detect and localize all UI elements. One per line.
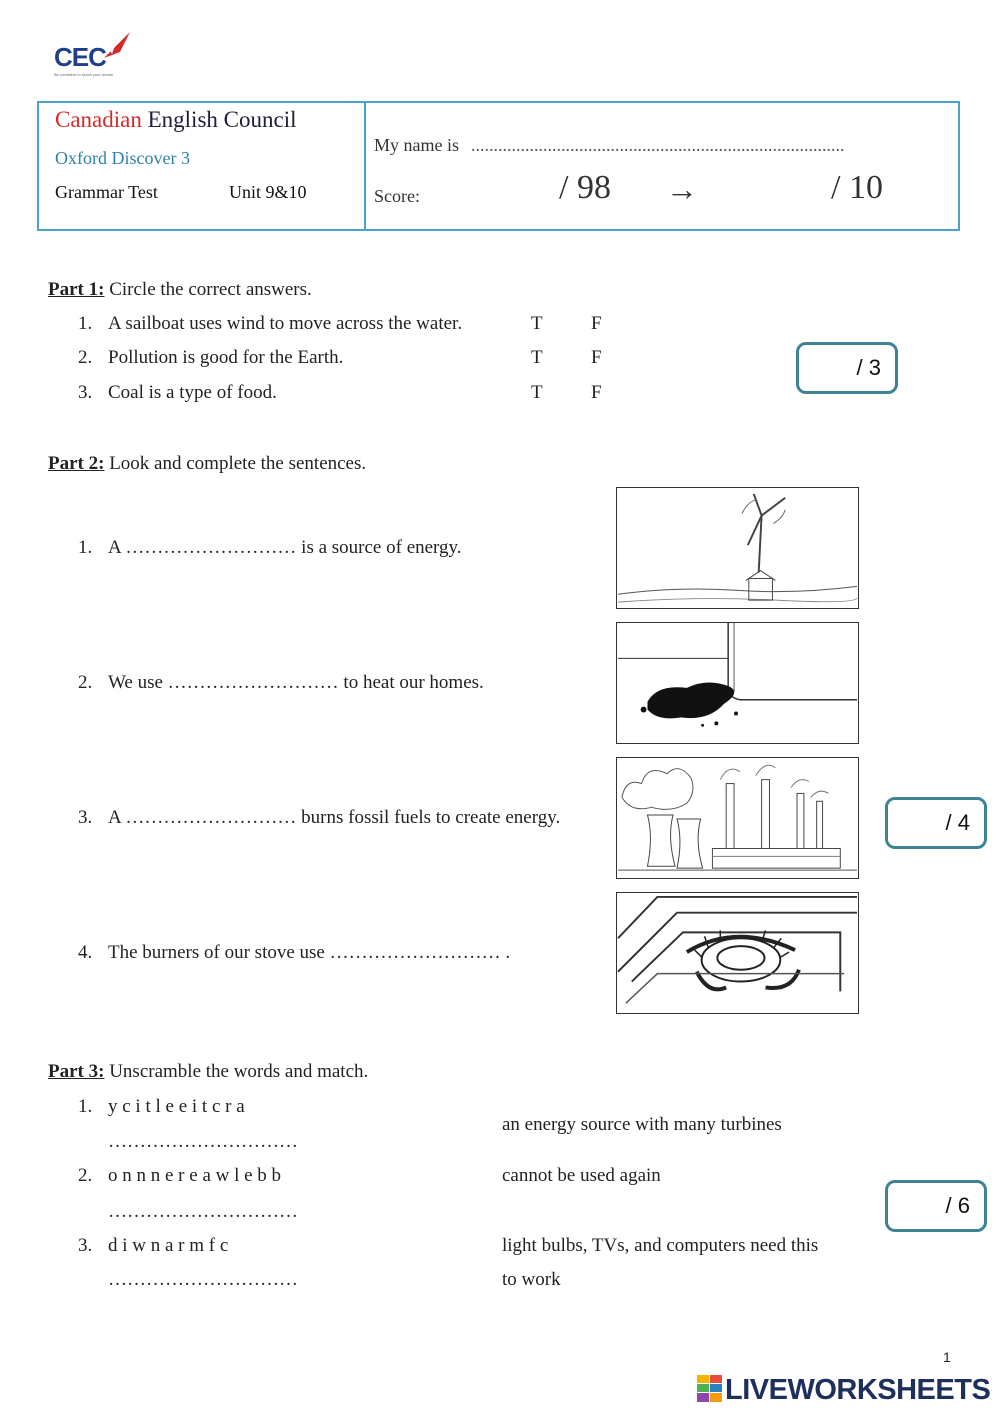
arrow-icon: → — [666, 171, 698, 207]
part2-heading — [48, 453, 366, 475]
part1-label: Part 1: — [48, 279, 105, 300]
part1-item — [78, 382, 277, 404]
definition-item[interactable]: light bulbs, TVs, and computers need this — [502, 1235, 819, 1256]
part3-instruction: Unscramble the words and match. — [109, 1061, 369, 1082]
header-box — [37, 101, 960, 231]
part2-item — [78, 672, 484, 694]
liveworksheets-text: LIVEWORKSHEETS — [725, 1374, 991, 1406]
test-type: Grammar Test — [55, 182, 158, 202]
course-subtitle: Oxford Discover 3 — [55, 148, 190, 168]
part2-item — [78, 537, 462, 559]
logo-tagline: Be confident to reach your dream — [54, 72, 114, 77]
item-number: 2. — [78, 347, 93, 368]
liveworksheets-logo — [697, 1374, 990, 1407]
definition-item[interactable]: cannot be used again — [502, 1165, 661, 1186]
part3-item — [78, 1235, 228, 1257]
part2-instruction: Look and complete the sentences. — [109, 453, 367, 474]
item-text[interactable]: A ……………………… burns fossil fuels to create energy. — [108, 807, 561, 828]
item-number: 3. — [78, 382, 93, 403]
part2-item — [78, 807, 560, 829]
item-number: 1. — [78, 313, 93, 334]
item-text[interactable]: We use ……………………… to heat our homes. — [108, 672, 484, 693]
false-option[interactable]: F — [591, 382, 602, 403]
title-canadian: Canadian — [55, 107, 142, 132]
page-number: 1 — [943, 1349, 951, 1365]
part1-score-box[interactable]: / 3 — [796, 342, 898, 394]
item-number: 1. — [78, 1096, 93, 1117]
score-out-of: / 10 — [831, 169, 883, 206]
logo-text: CEC — [54, 42, 106, 72]
liveworksheets-badge-icon — [697, 1375, 723, 1403]
item-number: 2. — [78, 672, 93, 693]
item-text: Pollution is good for the Earth. — [108, 347, 344, 368]
true-option[interactable]: T — [531, 313, 543, 334]
item-number: 3. — [78, 1235, 93, 1256]
false-option[interactable]: F — [591, 313, 602, 334]
item-text: A sailboat uses wind to move across the water. — [108, 313, 463, 334]
score-label: Score: — [374, 186, 420, 206]
part2-label: Part 2: — [48, 453, 105, 474]
definition-item: to work — [502, 1269, 561, 1290]
score-total: / 98 — [559, 169, 611, 206]
gas-stove-icon — [617, 893, 858, 1013]
item-text[interactable]: The burners of our stove use ……………………… . — [108, 942, 511, 963]
gas-stove-image — [616, 892, 859, 1014]
wind-turbine-image — [616, 487, 859, 609]
power-plant-icon — [617, 758, 858, 878]
answer-blank[interactable]: ………………………… — [108, 1201, 298, 1222]
title-english-council: English Council — [147, 107, 297, 132]
council-title — [55, 107, 296, 133]
unit-label: Unit 9&10 — [229, 182, 307, 202]
part3-label: Part 3: — [48, 1061, 105, 1082]
name-field[interactable]: ................................................................................... — [471, 135, 845, 155]
item-number: 2. — [78, 1165, 93, 1186]
part3-item — [78, 1096, 245, 1118]
wind-turbine-icon — [617, 488, 858, 608]
item-number: 4. — [78, 942, 93, 963]
scrambled-word: o n n n e r e a w l e b b — [108, 1165, 282, 1186]
header-divider — [364, 103, 366, 229]
part3-item — [78, 1165, 281, 1187]
true-option[interactable]: T — [531, 382, 543, 403]
item-number: 3. — [78, 807, 93, 828]
part3-heading — [48, 1061, 368, 1083]
oil-spill-icon — [617, 623, 858, 743]
oil-spill-image — [616, 622, 859, 744]
item-text: Coal is a type of food. — [108, 382, 277, 403]
part1-item — [78, 347, 343, 369]
power-plant-image — [616, 757, 859, 879]
scrambled-word: d i w n a r m f c — [108, 1235, 229, 1256]
answer-blank[interactable]: ………………………… — [108, 1131, 298, 1152]
answer-blank[interactable]: ………………………… — [108, 1269, 298, 1290]
name-label: My name is — [374, 135, 459, 155]
part1-heading — [48, 279, 312, 301]
part2-score-box[interactable]: / 4 — [885, 797, 987, 849]
part2-item — [78, 942, 510, 964]
item-number: 1. — [78, 537, 93, 558]
definition-item[interactable]: an energy source with many turbines — [502, 1114, 782, 1135]
cec-logo — [54, 30, 134, 80]
part3-score-box[interactable]: / 6 — [885, 1180, 987, 1232]
true-option[interactable]: T — [531, 347, 543, 368]
scrambled-word: y c i t l e e i t c r a — [108, 1096, 245, 1117]
part1-item — [78, 313, 462, 335]
false-option[interactable]: F — [591, 347, 602, 368]
part1-instruction: Circle the correct answers. — [109, 279, 312, 300]
item-text[interactable]: A ……………………… is a source of energy. — [108, 537, 462, 558]
